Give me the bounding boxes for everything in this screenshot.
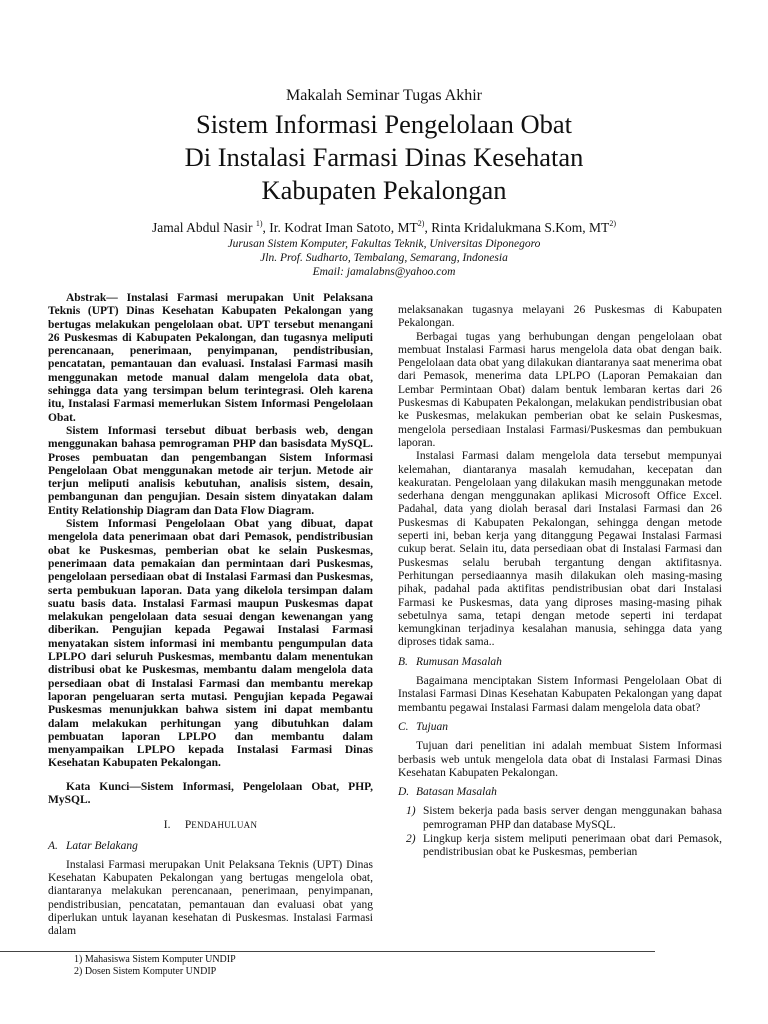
author-list: Jamal Abdul Nasir $^{1)}$, Ir. Kodrat Iman Satoto, MT$^{2)}$, Rinta Kridalukmana S.Kom, MT$^{2)}$	[152, 219, 616, 235]
section-number: I.	[163, 819, 171, 832]
paper-kicker: Makalah Seminar Tugas Akhir	[286, 87, 482, 104]
section-title-initial: P	[184, 819, 192, 832]
subheading-letter: C.	[398, 720, 409, 733]
list-item	[398, 833, 722, 860]
affiliation: Jurusan Sistem Komputer, Fakultas Teknik, Universitas Diponegoro	[227, 238, 541, 250]
subheading-letter: D.	[398, 786, 410, 799]
list-item-number: 1)	[406, 805, 416, 818]
abstract-text-1: Instalasi Farmasi merupakan Unit Pelaksana Teknis (UPT) Dinas Kesehatan Kabupaten Pekalongan yang bertugas melakukan pengelolaan obat. UPT tersebut menangani 26 Puskesmas di Kabupaten Pekalongan, dan tugasnya meliputi perencanaan, penerimaan, penyimpanan, pendistribusian, pencatatan, pemantauan dan evaluasi. Instalasi Farmasi masih menggunakan metode manual dalam mengelola data obat, sehingga data yang tersimpan belum terintegrasi. Oleh karena itu, Instalasi Farmasi memerlukan Sistem Informasi Pengelolaan Obat.	[48, 292, 373, 424]
title-line-3: Kabupaten Pekalongan	[261, 175, 507, 205]
subheading-latar-belakang	[48, 840, 373, 853]
footnotes	[74, 954, 236, 978]
list-item	[398, 805, 722, 832]
tujuan-paragraph: Tujuan dari penelitian ini adalah membuat Sistem Informasi berbasis web untuk mengelola data obat di Instalasi Farmasi Dinas Kesehatan Kabupaten Pekalongan.	[398, 740, 722, 779]
rumusan-paragraph: Bagaimana menciptakan Sistem Informasi Pengelolaan Obat di Instalasi Farmasi Dinas Kesehatan Kabupaten Pekalongan yang dapat membantu pegawai Instalasi Farmasi dalam mengelola data obat?	[398, 675, 722, 714]
left-column	[48, 292, 373, 939]
list-item-text: Sistem bekerja pada basis server dengan menggunakan bahasa pemrograman PHP dan database MySQL.	[423, 805, 722, 831]
subheading-batasan-masalah	[398, 786, 722, 799]
subheading-rumusan-masalah	[398, 656, 722, 669]
latar-paragraph-continued: melaksanakan tugasnya melayani 26 Puskesmas di Kabupaten Pekalongan.	[398, 304, 722, 330]
address: Jln. Prof. Sudharto, Tembalang, Semarang, Indonesia	[260, 252, 508, 264]
footnote-2: 2) Dosen Sistem Komputer UNDIP	[74, 966, 217, 977]
subheading-title: Batasan Masalah	[416, 786, 497, 799]
author-2-marker: 2)	[417, 219, 425, 228]
author-1: Jamal Abdul Nasir	[152, 220, 253, 235]
author-3: Rinta Kridalukmana S.Kom, MT	[431, 220, 610, 235]
footnote-1: 1) Mahasiswa Sistem Komputer UNDIP	[74, 954, 236, 965]
list-item-text: Lingkup kerja sistem meliputi penerimaan obat dari Pemasok, pendistribusian obat ke Puskesmas, pemberian	[423, 832, 722, 859]
paper-header	[0, 86, 768, 279]
author-1-marker: 1)	[255, 219, 263, 228]
subheading-letter: A.	[48, 839, 58, 852]
abstract-paragraph-2: Sistem Informasi tersebut dibuat berbasis web, dengan menggunakan bahasa pemrograman PHP dan basisdata MySQL. Proses pembuatan dan pengembangan Sistem Informasi Pengelolaan Obat menggunakan metode air terjun. Metode air terjun meliputi analisis kebutuhan, analisis sistem, desain, pembangunan dan pengujian. Desain sistem dinyatakan dalam Entity Relationship Diagram dan Data Flow Diagram.	[48, 424, 373, 517]
abstract-label: Abstrak—	[66, 292, 118, 304]
keywords: Kata Kunci—Sistem Informasi, Pengelolaan Obat, PHP, MySQL.	[48, 780, 373, 806]
latar-paragraph-2: Berbagai tugas yang berhubungan dengan pengelolaan obat membuat Instalasi Farmasi harus mengelola data obat dengan baik. Pengelolaan data obat yang dilakukan diantaranya saat menerima obat dari Pemasok, menerima data LPLPO (Laporan Pemakaian dan Lembar Permintaan Obat) dalam bentuk lembaran kertas dari 26 Puskesmas di Kabupaten Pekalongan, melakukan pendistribusian obat ke Puskesmas, melakukan pemberian obat ke selain Puskesmas, mengelola persediaan Instalasi Farmasi/Puskesmas dan pembukuan laporan.	[398, 330, 722, 449]
subheading-title: Rumusan Masalah	[416, 655, 502, 668]
subheading-tujuan	[398, 721, 722, 734]
title-line-1: Sistem Informasi Pengelolaan Obat	[195, 109, 573, 139]
section-title-rest: ENDAHULUAN	[191, 820, 258, 831]
author-2: Ir. Kodrat Iman Satoto, MT	[269, 220, 418, 235]
latar-paragraph-3: Instalasi Farmasi dalam mengelola data tersebut mempunyai kelemahan, diantaranya masalah kemudahan, kecepatan dan keakuratan. Pengelolaan yang dilakukan masih menggunakan metode sederhana dengan menggunakan aplikasi Microsoft Office Excel. Padahal, data yang diolah berasal dari Instalasi Farmasi dan 26 Puskesmas di Kabupaten Pekalongan, sehingga dengan metode seperti ini, beban kerja yang ditanggung Pegawai Instalasi Farmasi cukup berat. Selain itu, data persediaan obat di Instalasi Farmasi dan Puskesmas selalu berubah tergantung dengan aktifitasnya. Perhitungan persediaannya masih dilakukan oleh masing-masing pihak, padahal pada aktifitas pendistribusian obat dari Instalasi Farmasi ke Puskesmas, data yang diproses masing-masing pihak sebetulnya sama, tetapi dengan metode seperti ini terdapat kemungkinan terjadinya kesalahan manusia, sehingga data yang diproses tidak sama..	[398, 450, 722, 649]
subheading-letter: B.	[398, 655, 408, 668]
subheading-title: Tujuan	[416, 720, 448, 733]
abstract-paragraph-3: Sistem Informasi Pengelolaan Obat yang dibuat, dapat mengelola data penerimaan obat dari Pemasok, pendistribusian obat ke Puskesmas, pemberian obat ke selain Puskesmas, penerimaan data pemakaian dan permintaan dari Puskesmas, pengelolaan persediaan obat di Instalasi Farmasi dan Puskesmas, serta pembukuan laporan. Data yang dikelola tersimpan dalam suatu basis data. Instalasi Farmasi maupun Puskesmas dapat melakukan pengelolaan data sesuai dengan kewenangan yang diberikan. Pengujian kepada Pegawai Instalasi Farmasi menyatakan sistem informasi ini membantu pengumpulan data LPLPO dari seluruh Puskesmas, membantu dalam menentukan distribusi obat ke Puskesmas, membantu dalam mengelola data persediaan obat di Instalasi Farmasi dan membantu merekap laporan pengeluaran serta mutasi. Pengujian kepada Pegawai Puskesmas menunjukkan bahwa sistem ini dapat membantu dalam melakukan perhitungan yang dibutuhkan dalam pembuatan laporan LPLPO dan membantu dalam menyampaikan LPLPO kepada Instalasi Farmasi Dinas Kesehatan Kabupaten Pekalongan.	[48, 518, 373, 770]
latar-paragraph-1: Instalasi Farmasi merupakan Unit Pelaksana Teknis (UPT) Dinas Kesehatan Kabupaten Pekalongan yang bertugas mengelola obat, diantaranya melakukan perencanaan, penerimaan, penyimpanan, pendistribusian, pencatatan, pemantauan dan evaluasi obat yang diperlukan untuk layanan kesehatan di Puskesmas. Instalasi Farmasi dalam	[48, 858, 373, 938]
list-item-number: 2)	[406, 832, 416, 845]
batasan-list	[398, 805, 722, 859]
section-heading-pendahuluan	[48, 819, 373, 832]
abstract-paragraph-1	[48, 292, 373, 425]
footnote-divider	[0, 951, 655, 952]
paper-title	[0, 108, 768, 207]
right-column	[398, 304, 722, 861]
email: Email: jamalabns@yahoo.com	[312, 266, 456, 278]
author-3-marker: 2)	[609, 219, 616, 228]
title-line-2: Di Instalasi Farmasi Dinas Kesehatan	[184, 142, 584, 172]
subheading-title: Latar Belakang	[66, 839, 138, 852]
